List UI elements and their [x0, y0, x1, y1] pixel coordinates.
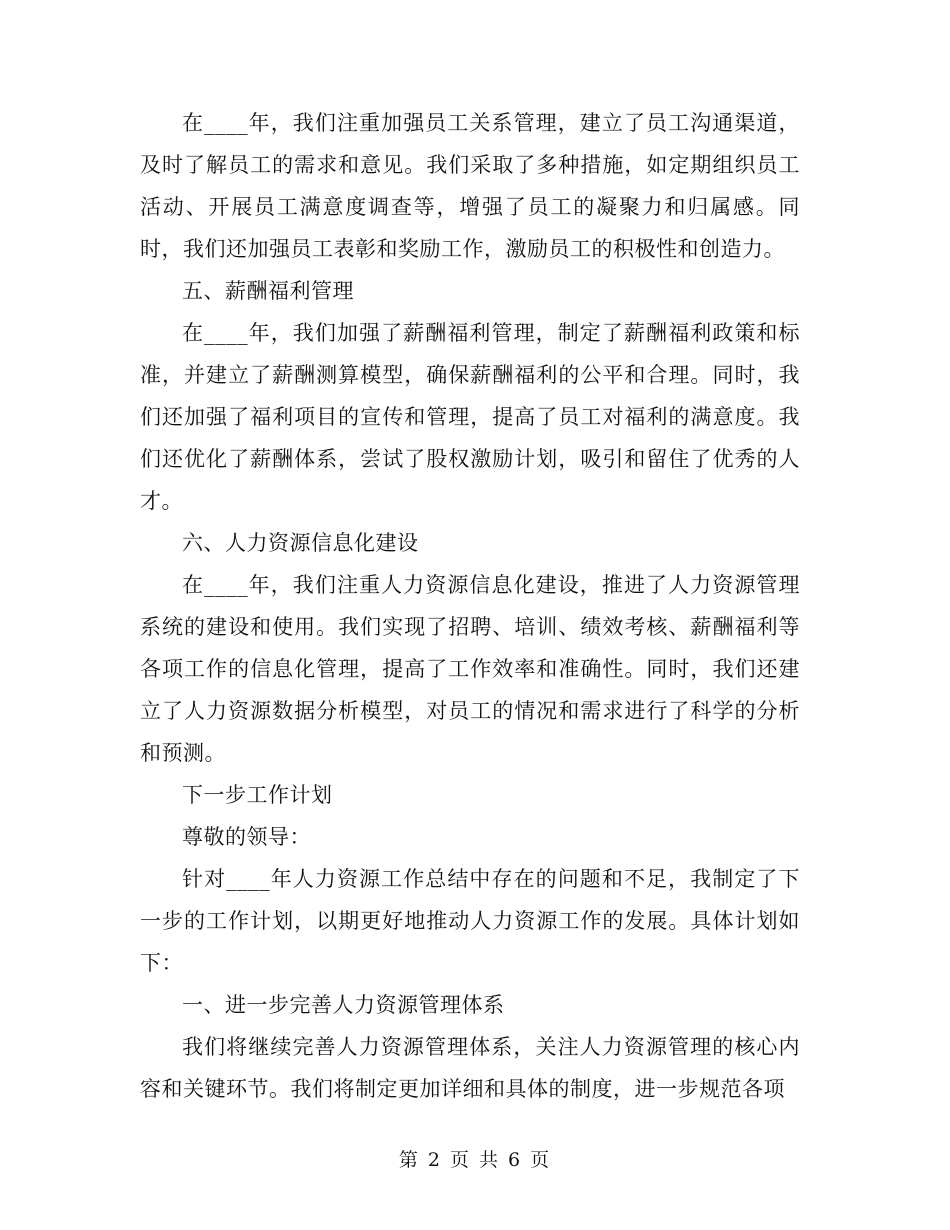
- paragraph-employee-relations: 在____年，我们注重加强员工关系管理，建立了员工沟通渠道，及时了解员工的需求和意见。我们采取了多种措施，如定期组织员工活动、开展员工满意度调查等，增强了员工的凝聚力和归属感。同时，我们还加强员工表彰和奖励工作，激励员工的积极性和创造力。: [140, 111, 800, 261]
- paragraph-improve-system: 我们将继续完善人力资源管理体系，关注人力资源管理的核心内容和关键环节。我们将制定更加详细和具体的制度，进一步规范各项: [140, 1035, 800, 1101]
- page-number-footer: 第 2 页 共 6 页: [398, 1149, 552, 1171]
- paragraph-compensation: 在____年，我们加强了薪酬福利管理，制定了薪酬福利政策和标准，并建立了薪酬测算模型，确保薪酬福利的公平和合理。同时，我们还加强了福利项目的宣传和管理，提高了员工对福利的满意度。我们还优化了薪酬体系，尝试了股权激励计划，吸引和留住了优秀的人才。: [140, 321, 800, 513]
- salutation: 尊敬的领导：: [182, 825, 311, 849]
- section-heading-hr-informatization: 六、人力资源信息化建设: [182, 531, 419, 555]
- section-heading-improve-system: 一、进一步完善人力资源管理体系: [182, 993, 505, 1017]
- document-body: [140, 102, 800, 1110]
- section-heading-next-plan: 下一步工作计划: [182, 783, 333, 807]
- paragraph-plan-intro: 针对____年人力资源工作总结中存在的问题和不足，我制定了下一步的工作计划，以期更好地推动人力资源工作的发展。具体计划如下：: [140, 867, 800, 975]
- paragraph-hr-informatization: 在____年，我们注重人力资源信息化建设，推进了人力资源管理系统的建设和使用。我们实现了招聘、培训、绩效考核、薪酬福利等各项工作的信息化管理，提高了工作效率和准确性。同时，我们还建立了人力资源数据分析模型，对员工的情况和需求进行了科学的分析和预测。: [140, 573, 800, 765]
- section-heading-compensation: 五、薪酬福利管理: [182, 279, 354, 303]
